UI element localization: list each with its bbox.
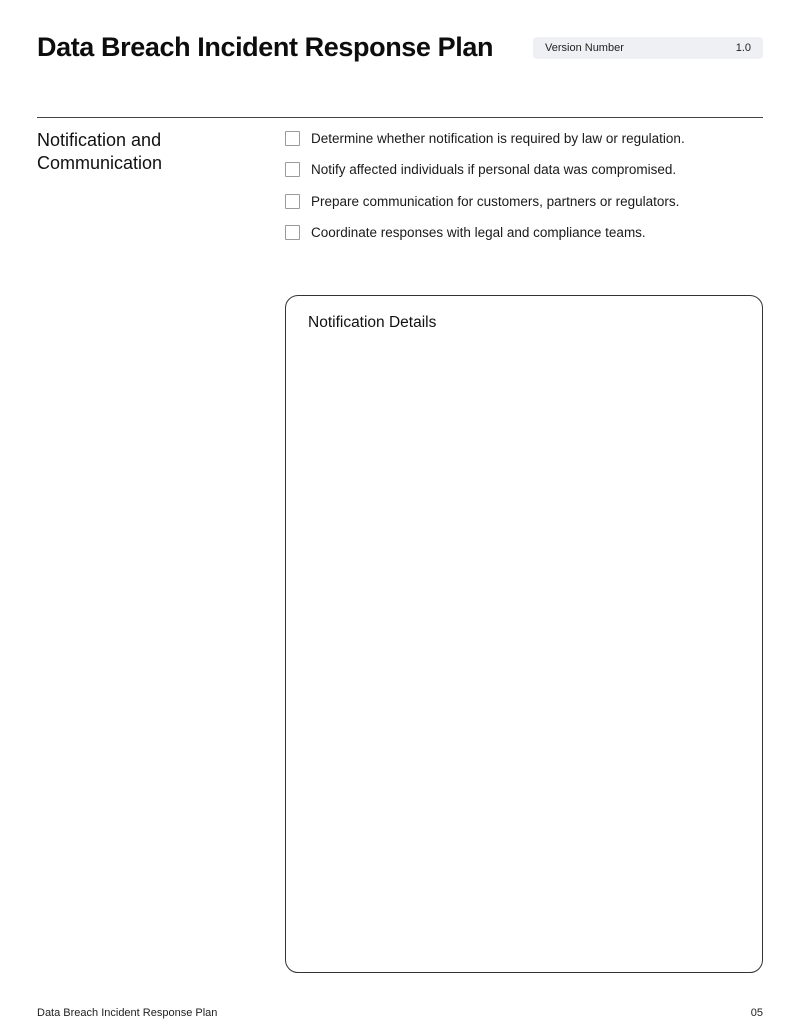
footer-page-number: 05 — [750, 1007, 763, 1019]
checklist-item-label: Determine whether notification is required by law or regulation. — [311, 130, 685, 146]
page-title: Data Breach Incident Response Plan — [37, 32, 494, 62]
checkbox-notification-required[interactable] — [285, 131, 300, 146]
version-number-field — [533, 37, 763, 59]
checklist-item — [285, 225, 685, 241]
checklist-item-label: Prepare communication for customers, partners or regulators. — [311, 193, 680, 209]
version-number-label: Version Number — [545, 42, 624, 54]
notification-details-box — [285, 295, 763, 973]
section-heading: Notification and Communication — [37, 130, 163, 173]
checkbox-prepare-communication[interactable] — [285, 194, 300, 209]
checklist-item — [285, 193, 685, 209]
notification-details-input[interactable] — [308, 346, 740, 952]
version-number-value: 1.0 — [735, 42, 751, 54]
checklist-item — [285, 162, 685, 178]
notification-details-title: Notification Details — [308, 314, 437, 331]
checkbox-notify-individuals[interactable] — [285, 162, 300, 177]
checklist-item — [285, 130, 685, 146]
checklist-item-label: Notify affected individuals if personal data was compromised. — [311, 162, 677, 177]
checkbox-coordinate-responses[interactable] — [285, 225, 300, 240]
footer-document-name: Data Breach Incident Response Plan — [37, 1007, 218, 1019]
checklist-item-label: Coordinate responses with legal and compliance teams. — [311, 225, 646, 240]
section-divider — [37, 117, 763, 118]
notification-checklist — [285, 130, 685, 256]
